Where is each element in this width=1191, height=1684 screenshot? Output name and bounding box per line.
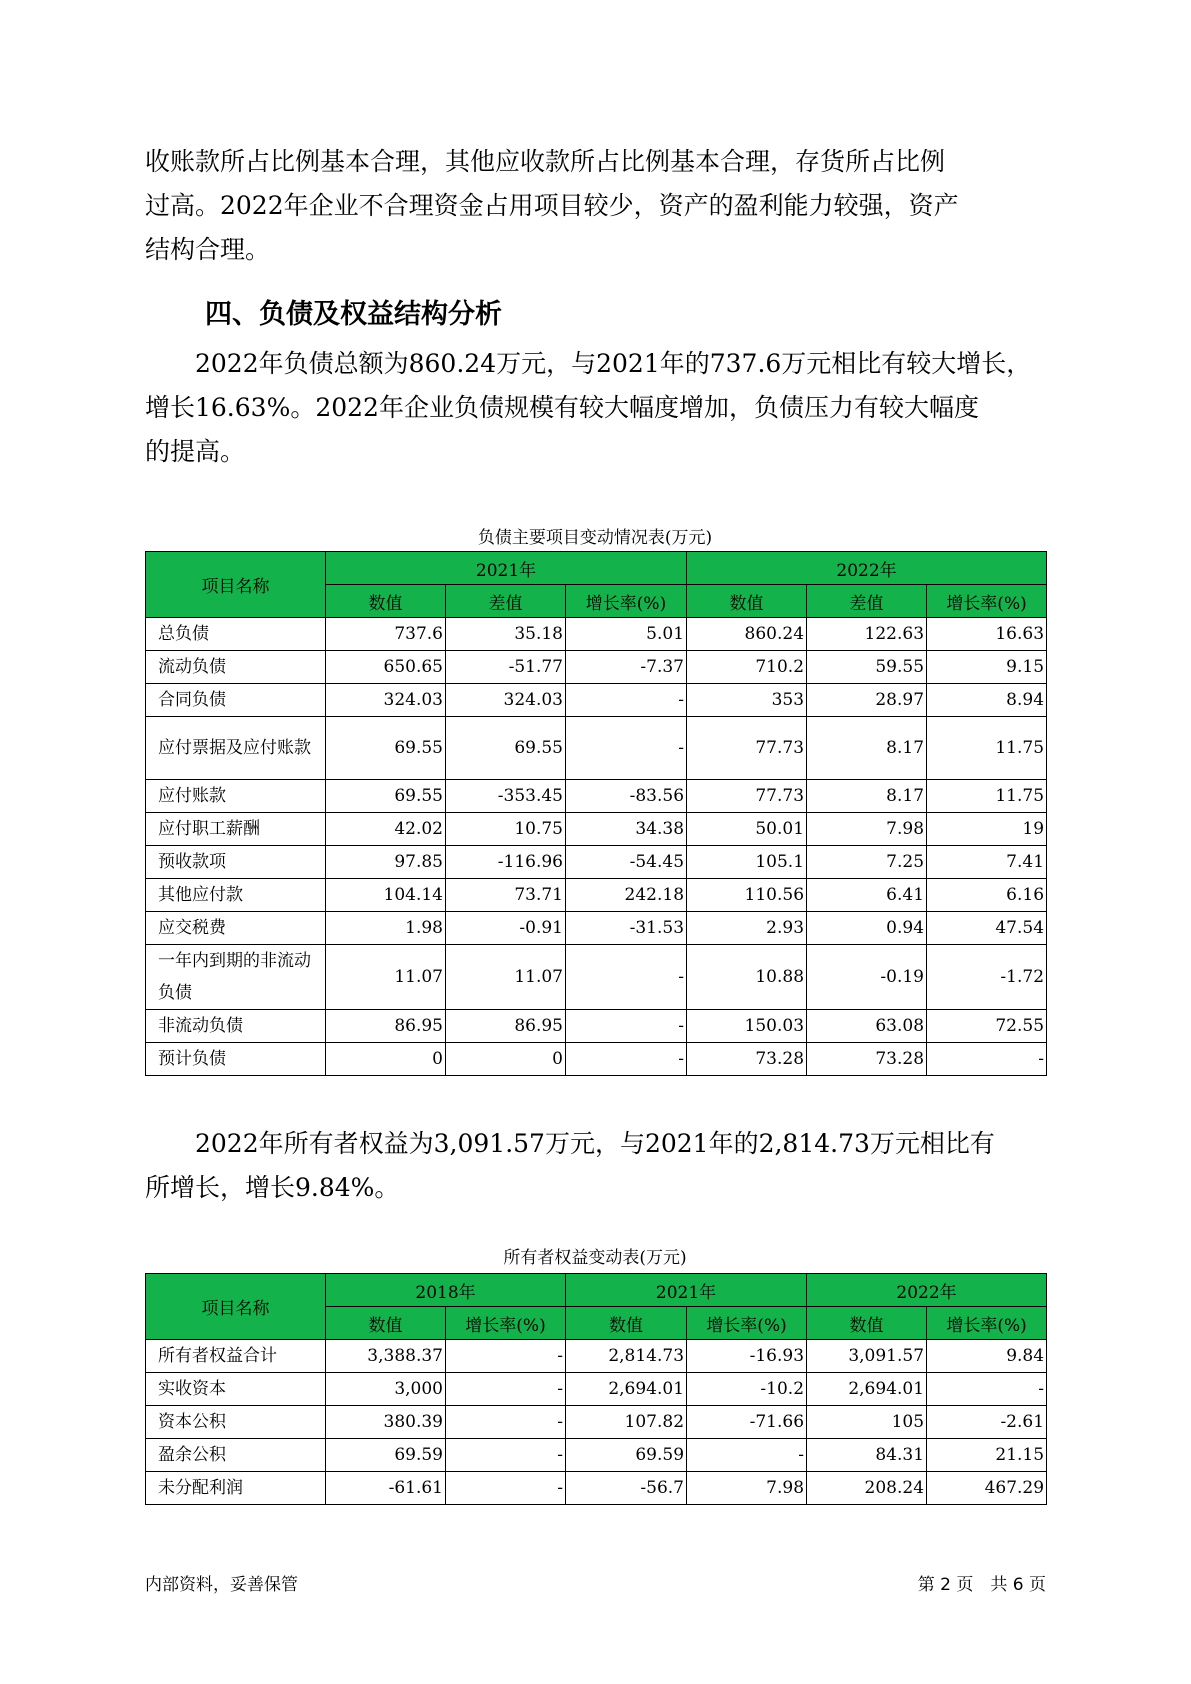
cell: 353: [687, 684, 807, 717]
cell: 9.84: [927, 1340, 1047, 1373]
equity-line: 所增长，增长9.84%。: [145, 1173, 400, 1202]
row-name: 一年内到期的非流动负债: [146, 945, 326, 1010]
table-row: [146, 717, 1047, 780]
cell: 380.39: [326, 1406, 446, 1439]
page-number: 第 2 页 共 6 页: [917, 1575, 1046, 1595]
cell: 7.98: [687, 1472, 807, 1505]
cell: 7.98: [807, 813, 927, 846]
cell: 0.94: [807, 912, 927, 945]
sub-header: 差值: [807, 585, 927, 618]
cell: 710.2: [687, 651, 807, 684]
liabilities-table-caption: 负债主要项目变动情况表(万元): [477, 528, 713, 548]
row-name: 应付职工薪酬: [146, 813, 326, 846]
table-row: [146, 1406, 1047, 1439]
cell: 107.82: [566, 1406, 687, 1439]
year-header: 2022年: [807, 1274, 1047, 1307]
cell: 860.24: [687, 618, 807, 651]
cell: 8.94: [927, 684, 1047, 717]
cell: 0: [446, 1043, 566, 1076]
cell: -: [927, 1373, 1047, 1406]
cell: 84.31: [807, 1439, 927, 1472]
cell: 7.41: [927, 846, 1047, 879]
cell: -61.61: [326, 1472, 446, 1505]
sub-header: 数值: [326, 585, 446, 618]
cell: 3,388.37: [326, 1340, 446, 1373]
cell: -: [566, 1010, 687, 1043]
name-column-header: 项目名称: [146, 552, 326, 618]
cell: 324.03: [446, 684, 566, 717]
sub-header: 增长率(%): [446, 1307, 566, 1340]
table-row: [146, 1043, 1047, 1076]
cell: 1.98: [326, 912, 446, 945]
table-row: [146, 912, 1047, 945]
table-row: [146, 1010, 1047, 1043]
cell: 59.55: [807, 651, 927, 684]
cell: -10.2: [687, 1373, 807, 1406]
row-name: 实收资本: [146, 1373, 326, 1406]
cell: 0: [326, 1043, 446, 1076]
cell: -: [446, 1439, 566, 1472]
row-name: 其他应付款: [146, 879, 326, 912]
year-header: 2022年: [687, 552, 1047, 585]
row-name: 资本公积: [146, 1406, 326, 1439]
intro-line: 结构合理。: [145, 235, 271, 264]
sub-header: 数值: [687, 585, 807, 618]
cell: 77.73: [687, 780, 807, 813]
intro-paragraph: [145, 140, 1065, 272]
sub-header: 增长率(%): [687, 1307, 807, 1340]
sub-header: 增长率(%): [566, 585, 687, 618]
intro-line: 过高。2022年企业不合理资金占用项目较少，资产的盈利能力较强，资产: [145, 191, 959, 220]
cell: -31.53: [566, 912, 687, 945]
cell: -7.37: [566, 651, 687, 684]
row-name: 盈余公积: [146, 1439, 326, 1472]
cell: 16.63: [927, 618, 1047, 651]
sub-header: 数值: [326, 1307, 446, 1340]
cell: 2.93: [687, 912, 807, 945]
row-name: 合同负债: [146, 684, 326, 717]
liabilities-paragraph: [145, 342, 1065, 474]
cell: -: [446, 1340, 566, 1373]
equity-line: 2022年所有者权益为3,091.57万元，与2021年的2,814.73万元相比有: [145, 1129, 995, 1158]
table-row: [146, 879, 1047, 912]
row-name: 未分配利润: [146, 1472, 326, 1505]
cell: 3,091.57: [807, 1340, 927, 1373]
sub-header: 差值: [446, 585, 566, 618]
table-row: [146, 618, 1047, 651]
cell: -51.77: [446, 651, 566, 684]
section-heading: 四、负债及权益结构分析: [205, 299, 502, 330]
liab-line: 增长16.63%。2022年企业负债规模有较大幅度增加，负债压力有较大幅度: [145, 393, 979, 422]
cell: -: [446, 1472, 566, 1505]
cell: 69.59: [566, 1439, 687, 1472]
equity-paragraph: [145, 1122, 1065, 1210]
year-header: 2021年: [566, 1274, 807, 1307]
cell: 69.55: [326, 780, 446, 813]
cell: -0.19: [807, 945, 927, 1010]
cell: 2,694.01: [807, 1373, 927, 1406]
cell: 6.16: [927, 879, 1047, 912]
cell: 10.88: [687, 945, 807, 1010]
cell: 86.95: [326, 1010, 446, 1043]
cell: -83.56: [566, 780, 687, 813]
cell: 105.1: [687, 846, 807, 879]
cell: 242.18: [566, 879, 687, 912]
cell: 8.17: [807, 717, 927, 780]
table-row: [146, 684, 1047, 717]
table-row: [146, 1340, 1047, 1373]
row-name: 所有者权益合计: [146, 1340, 326, 1373]
cell: -16.93: [687, 1340, 807, 1373]
cell: -0.91: [446, 912, 566, 945]
cell: -: [566, 717, 687, 780]
cell: 34.38: [566, 813, 687, 846]
row-name: 应付票据及应付账款: [146, 717, 326, 780]
sub-header: 增长率(%): [927, 585, 1047, 618]
cell: 69.59: [326, 1439, 446, 1472]
cell: 69.55: [326, 717, 446, 780]
cell: 11.07: [326, 945, 446, 1010]
cell: -: [446, 1406, 566, 1439]
cell: 10.75: [446, 813, 566, 846]
cell: -54.45: [566, 846, 687, 879]
cell: -: [927, 1043, 1047, 1076]
cell: 35.18: [446, 618, 566, 651]
cell: 3,000: [326, 1373, 446, 1406]
cell: 28.97: [807, 684, 927, 717]
cell: -116.96: [446, 846, 566, 879]
cell: 467.29: [927, 1472, 1047, 1505]
cell: 104.14: [326, 879, 446, 912]
cell: 7.25: [807, 846, 927, 879]
footer-confidential-note: 内部资料，妥善保管: [145, 1575, 298, 1595]
table-row: [146, 945, 1047, 1010]
year-header: 2018年: [326, 1274, 566, 1307]
cell: -1.72: [927, 945, 1047, 1010]
sub-header: 增长率(%): [927, 1307, 1047, 1340]
cell: 63.08: [807, 1010, 927, 1043]
cell: -353.45: [446, 780, 566, 813]
sub-header: 数值: [807, 1307, 927, 1340]
cell: 72.55: [927, 1010, 1047, 1043]
cell: 21.15: [927, 1439, 1047, 1472]
cell: 73.28: [687, 1043, 807, 1076]
cell: -: [687, 1439, 807, 1472]
cell: -: [566, 1043, 687, 1076]
cell: -: [446, 1373, 566, 1406]
cell: 2,694.01: [566, 1373, 687, 1406]
cell: -: [566, 945, 687, 1010]
cell: 9.15: [927, 651, 1047, 684]
table-row: [146, 813, 1047, 846]
cell: 11.75: [927, 717, 1047, 780]
cell: 650.65: [326, 651, 446, 684]
cell: 69.55: [446, 717, 566, 780]
cell: 6.41: [807, 879, 927, 912]
cell: 2,814.73: [566, 1340, 687, 1373]
cell: 324.03: [326, 684, 446, 717]
sub-header: 数值: [566, 1307, 687, 1340]
liabilities-table: [145, 551, 1047, 1076]
name-column-header: 项目名称: [146, 1274, 326, 1340]
table-row: [146, 1472, 1047, 1505]
cell: 105: [807, 1406, 927, 1439]
cell: 150.03: [687, 1010, 807, 1043]
row-name: 非流动负债: [146, 1010, 326, 1043]
table-row: [146, 780, 1047, 813]
row-name: 总负债: [146, 618, 326, 651]
cell: 122.63: [807, 618, 927, 651]
row-name: 应交税费: [146, 912, 326, 945]
liab-line: 2022年负债总额为860.24万元，与2021年的737.6万元相比有较大增长，: [145, 349, 1032, 378]
cell: 5.01: [566, 618, 687, 651]
cell: 19: [927, 813, 1047, 846]
table-row: [146, 1439, 1047, 1472]
cell: 97.85: [326, 846, 446, 879]
cell: -: [566, 684, 687, 717]
liab-line: 的提高。: [145, 437, 246, 466]
cell: 77.73: [687, 717, 807, 780]
cell: -56.7: [566, 1472, 687, 1505]
cell: 50.01: [687, 813, 807, 846]
cell: 737.6: [326, 618, 446, 651]
cell: 110.56: [687, 879, 807, 912]
row-name: 预收款项: [146, 846, 326, 879]
intro-line: 收账款所占比例基本合理，其他应收款所占比例基本合理，存货所占比例: [145, 147, 946, 176]
cell: -2.61: [927, 1406, 1047, 1439]
cell: -71.66: [687, 1406, 807, 1439]
cell: 11.07: [446, 945, 566, 1010]
cell: 11.75: [927, 780, 1047, 813]
year-header: 2021年: [326, 552, 687, 585]
table-row: [146, 651, 1047, 684]
equity-table: [145, 1273, 1047, 1505]
row-name: 流动负债: [146, 651, 326, 684]
cell: 8.17: [807, 780, 927, 813]
cell: 73.71: [446, 879, 566, 912]
row-name: 预计负债: [146, 1043, 326, 1076]
row-name: 应付账款: [146, 780, 326, 813]
cell: 42.02: [326, 813, 446, 846]
equity-table-caption: 所有者权益变动表(万元): [503, 1248, 687, 1268]
table-row: [146, 846, 1047, 879]
cell: 73.28: [807, 1043, 927, 1076]
cell: 86.95: [446, 1010, 566, 1043]
cell: 47.54: [927, 912, 1047, 945]
table-row: [146, 1373, 1047, 1406]
cell: 208.24: [807, 1472, 927, 1505]
